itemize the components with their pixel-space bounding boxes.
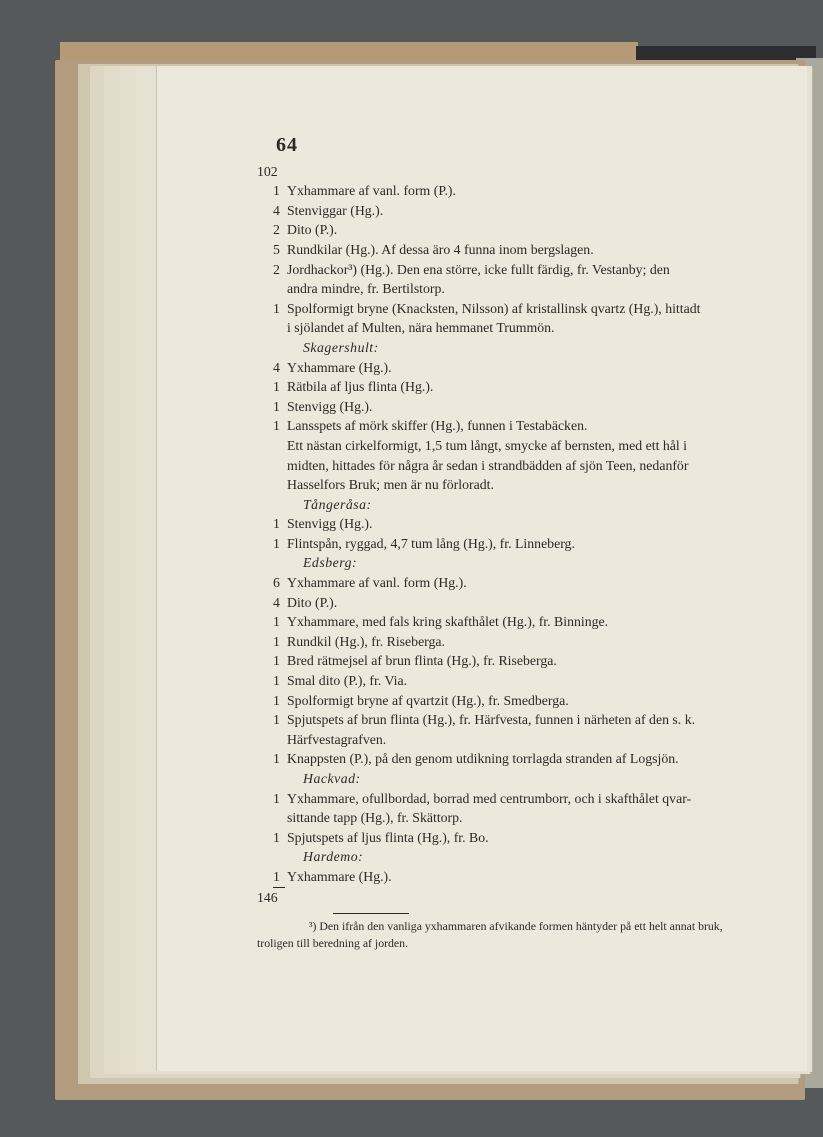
item-text: Spolformigt bryne af qvartzit (Hg.), fr. Smedberga. <box>287 692 569 708</box>
item-count: 4 <box>273 359 280 375</box>
list-item <box>257 651 777 671</box>
list-item <box>257 436 777 456</box>
item-count: 6 <box>273 575 280 591</box>
item-text: Stenvigg (Hg.). <box>287 398 373 414</box>
page-number: 64 <box>276 134 298 156</box>
item-text-continued: sittande tapp (Hg.), fr. Skättorp. <box>287 810 463 826</box>
entry-list <box>257 181 777 886</box>
item-text: Spjutspets af ljus flinta (Hg.), fr. Bo. <box>287 829 489 845</box>
item-count: 1 <box>273 535 280 551</box>
list-item <box>257 828 777 848</box>
list-item <box>257 358 777 378</box>
item-text: Dito (P.). <box>287 222 338 238</box>
item-text: Yxhammare (Hg.). <box>287 868 392 884</box>
item-text-continued: andra mindre, fr. Bertilstorp. <box>287 281 445 297</box>
item-text: Stenvigg (Hg.). <box>287 516 373 532</box>
item-count: 1 <box>273 300 280 316</box>
list-item <box>257 573 777 593</box>
item-text-continued: Härfvestagrafven. <box>287 731 387 747</box>
list-item <box>257 416 777 436</box>
place-heading: Tångeråsa: <box>303 496 372 512</box>
item-count: 1 <box>273 829 280 845</box>
list-item <box>257 240 777 260</box>
list-item <box>257 593 777 613</box>
item-text-continued: midten, hittades för några år sedan i strandbädden af sjön Teen, nedanför <box>287 457 689 473</box>
item-count: 1 <box>273 418 280 434</box>
list-item <box>257 671 777 691</box>
item-text: Yxhammare (Hg.). <box>287 359 392 375</box>
list-item <box>257 612 777 632</box>
page-text <box>257 136 777 952</box>
list-item <box>257 534 777 554</box>
item-count: 1 <box>273 653 280 669</box>
item-text: Yxhammare af vanl. form (Hg.). <box>287 575 467 591</box>
item-count: 1 <box>273 673 280 689</box>
item-count: 2 <box>273 261 280 277</box>
item-count: 1 <box>273 183 280 199</box>
footnote-line: troligen till beredning af jorden. <box>257 936 409 951</box>
total-count: 146 <box>257 889 278 905</box>
item-text: Rundkil (Hg.), fr. Riseberga. <box>287 633 446 649</box>
item-text: Jordhackor³) (Hg.). Den ena större, icke fullt färdig, fr. Vestanby; den <box>287 261 670 277</box>
footnote-rule <box>333 913 409 914</box>
item-text: Rätbila af ljus flinta (Hg.). <box>287 379 434 395</box>
list-item <box>257 397 777 417</box>
place-heading: Edsberg: <box>303 555 358 571</box>
item-count: 1 <box>273 751 280 767</box>
item-count: 1 <box>273 379 280 395</box>
item-text: Rundkilar (Hg.). Af dessa äro 4 funna inom bergslagen. <box>287 241 594 257</box>
item-text: Yxhammare af vanl. form (P.). <box>287 183 456 199</box>
item-text-continued: Hasselfors Bruk; men är nu förloradt. <box>287 477 494 493</box>
list-item <box>257 514 777 534</box>
running-count: 102 <box>257 163 278 179</box>
item-count: 1 <box>273 398 280 414</box>
item-text: Flintspån, ryggad, 4,7 tum lång (Hg.), fr. Linneberg. <box>287 535 575 551</box>
item-count: 1 <box>273 712 280 728</box>
item-text: Spjutspets af brun flinta (Hg.), fr. Härfvesta, funnen i närheten af den s. k. <box>287 712 696 728</box>
list-item <box>257 710 777 730</box>
item-count: 1 <box>273 516 280 532</box>
item-count: 1 <box>273 633 280 649</box>
item-count: 1 <box>273 614 280 630</box>
item-text: Stenviggar (Hg.). <box>287 202 384 218</box>
item-text: Yxhammare, ofullbordad, borrad med centrumborr, och i skafthålet qvar- <box>287 790 692 806</box>
item-count: 1 <box>273 790 280 806</box>
item-text: Yxhammare, med fals kring skafthålet (Hg.), fr. Binninge. <box>287 614 609 630</box>
list-item <box>257 201 777 221</box>
list-item <box>257 749 777 769</box>
item-text: Ett nästan cirkelformigt, 1,5 tum långt, smycke af bernsten, med ett hål i <box>287 437 688 453</box>
item-text: Spolformigt bryne (Knacksten, Nilsson) af kristallinsk qvartz (Hg.), hittadt <box>287 300 701 316</box>
item-text: Knappsten (P.), på den genom utdikning torrlagda stranden af Logsjön. <box>287 751 679 767</box>
place-heading: Skagershult: <box>303 339 379 355</box>
item-text: Lansspets af mörk skiffer (Hg.), funnen i Testabäcken. <box>287 418 588 434</box>
item-count: 4 <box>273 594 280 610</box>
list-item <box>257 299 777 319</box>
list-item <box>257 789 777 809</box>
list-item <box>257 867 777 887</box>
item-text: Bred rätmejsel af brun flinta (Hg.), fr. Riseberga. <box>287 653 557 669</box>
list-item <box>257 377 777 397</box>
item-count <box>257 436 287 456</box>
book-page <box>156 66 807 1071</box>
list-item <box>257 260 777 280</box>
item-text: Dito (P.). <box>287 594 338 610</box>
list-item <box>257 691 777 711</box>
footnote-line: ³) Den ifrån den vanliga yxhammaren afvikande formen häntyder på ett helt annat bruk, <box>309 919 723 934</box>
item-count: 2 <box>273 222 280 238</box>
item-count: 1 <box>273 868 280 884</box>
item-text: Smal dito (P.), fr. Via. <box>287 673 408 689</box>
list-item <box>257 181 777 201</box>
footnote <box>257 918 777 952</box>
item-count: 1 <box>273 692 280 708</box>
item-count: 5 <box>273 241 280 257</box>
place-heading: Hardemo: <box>303 849 364 865</box>
item-text-continued: i sjölandet af Multen, nära hemmanet Trummön. <box>287 320 555 336</box>
place-heading: Hackvad: <box>303 771 361 786</box>
list-item <box>257 632 777 652</box>
list-item <box>257 220 777 240</box>
item-count: 4 <box>273 202 280 218</box>
